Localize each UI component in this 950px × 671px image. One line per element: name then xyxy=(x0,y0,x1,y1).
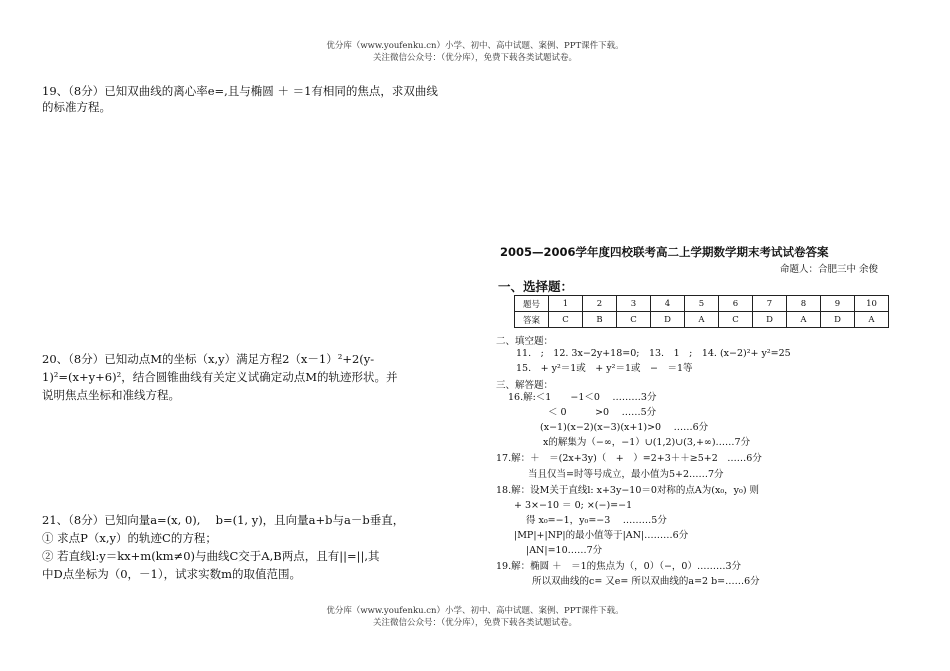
q20-line-2: 1)²=(x+y+6)²，结合圆锥曲线有关定义试确定动点M的轨迹形状。并 xyxy=(42,370,398,384)
footer-line-1: 优分库（www.youfenku.cn）小学、初中、高中试题、案例、PPT课件下载。 xyxy=(326,606,624,616)
q21-line-2: ① 求点P（x,y）的轨迹C的方程； xyxy=(42,531,217,545)
table-cell-number: 6 xyxy=(719,296,753,312)
fill-answers-line-1: 11. ; 12. 3x−2y+18=0; 13. 1 ; 14. (x−2)²+ y²=25 xyxy=(516,348,791,359)
answer-title: 2005—2006学年度四校联考高二上学期数学期末考试试卷答案 xyxy=(500,245,829,259)
fill-answers-line-2: 15. + y²＝1或 + y²＝1或 − ＝1等 xyxy=(516,363,693,374)
q20-line-3: 说明焦点坐标和准线方程。 xyxy=(42,388,180,402)
table-cell-answer: C xyxy=(617,312,651,328)
q19-line-1: 19、（8分）已知双曲线的离心率e=,且与椭圆 ＋ ＝1有相同的焦点，求双曲线 xyxy=(42,84,438,98)
a18-line-3: 得 x₀=−1，y₀=−3 ………5分 xyxy=(526,515,667,526)
a19-line-1: 19.解：椭圆 ＋ ＝1的焦点为（，0）（−，0）………3分 xyxy=(496,561,742,572)
q21-line-1: 21、（8分）已知向量a=(x, 0), b=(1, y)，且向量a+b与a－b垂直， xyxy=(42,513,405,527)
a16-line-3: (x−1)(x−2)(x−3)(x+1)>0 ……6分 xyxy=(540,422,709,433)
table-label-number: 题号 xyxy=(515,296,549,312)
table-cell-answer: A xyxy=(787,312,821,328)
a19-line-2: 所以双曲线的c= 又e= 所以双曲线的a=2 b=……6分 xyxy=(532,576,760,587)
table-cell-number: 5 xyxy=(685,296,719,312)
table-cell-number: 9 xyxy=(821,296,855,312)
table-cell-answer: A xyxy=(685,312,719,328)
table-cell-answer: D xyxy=(821,312,855,328)
table-cell-answer: D xyxy=(651,312,685,328)
table-cell-number: 4 xyxy=(651,296,685,312)
section-solution-heading: 三、解答题： xyxy=(496,380,554,391)
a16-line-2: ＜ 0 >0 ……5分 xyxy=(548,407,657,418)
table-cell-number: 3 xyxy=(617,296,651,312)
table-cell-number: 7 xyxy=(753,296,787,312)
a18-line-5: |AN|=10……7分 xyxy=(526,545,603,556)
a18-line-1: 18.解：设M关于直线l: x+3y−10＝0对称的点A为(x₀，y₀) 则 xyxy=(496,485,760,496)
section-fill-heading: 二、填空题： xyxy=(496,336,554,347)
a17-line-1: 17.解：＋ ＝(2x+3y)（ + ）=2+3＋＋≥5+2 ……6分 xyxy=(496,453,762,464)
table-row-answers xyxy=(515,312,889,328)
table-cell-number: 2 xyxy=(583,296,617,312)
table-cell-number: 8 xyxy=(787,296,821,312)
table-cell-answer: B xyxy=(583,312,617,328)
author-line: 命题人：合肥三中 余俊 xyxy=(780,264,879,275)
table-label-answer: 答案 xyxy=(515,312,549,328)
table-cell-answer: D xyxy=(753,312,787,328)
q19-line-2: 的标准方程。 xyxy=(42,100,111,114)
section-choice-heading: 一、选择题： xyxy=(498,279,574,294)
a17-line-2: 当且仅当=时等号成立，最小值为5+2……7分 xyxy=(528,469,724,480)
header-line-1: 优分库（www.youfenku.cn）小学、初中、高中试题、案例、PPT课件下载。 xyxy=(326,41,624,51)
table-cell-number: 10 xyxy=(855,296,889,312)
footer-line-2: 关注微信公众号：（优分库），免费下载各类试题试卷。 xyxy=(372,618,577,628)
table-cell-number: 1 xyxy=(549,296,583,312)
q20-line-1: 20、（8分）已知动点M的坐标（x,y）满足方程2（x－1）²+2(y- xyxy=(42,352,375,366)
table-cell-answer: C xyxy=(719,312,753,328)
a18-line-2: + 3×−10 ＝ 0; ×(−)=−1 xyxy=(514,500,633,511)
q21-line-4: 中D点坐标为（0，－1），试求实数m的取值范围。 xyxy=(42,567,302,581)
table-row-numbers xyxy=(515,296,889,312)
a18-line-4: |MP|+|NP|的最小值等于|AN|………6分 xyxy=(514,530,689,541)
answer-table xyxy=(514,295,889,328)
q21-line-3: ② 若直线l:y＝kx+m(km≠0)与曲线C交于A,B两点，且有||=||,其 xyxy=(42,549,380,563)
table-cell-answer: C xyxy=(549,312,583,328)
a16-line-4: x的解集为（−∞，−1）∪(1,2)∪(3,+∞)……7分 xyxy=(543,437,751,448)
header-line-2: 关注微信公众号：（优分库），免费下载各类试题试卷。 xyxy=(372,53,577,63)
a16-line-1: 16.解:＜1 −1＜0 ………3分 xyxy=(508,392,657,403)
table-cell-answer: A xyxy=(855,312,889,328)
